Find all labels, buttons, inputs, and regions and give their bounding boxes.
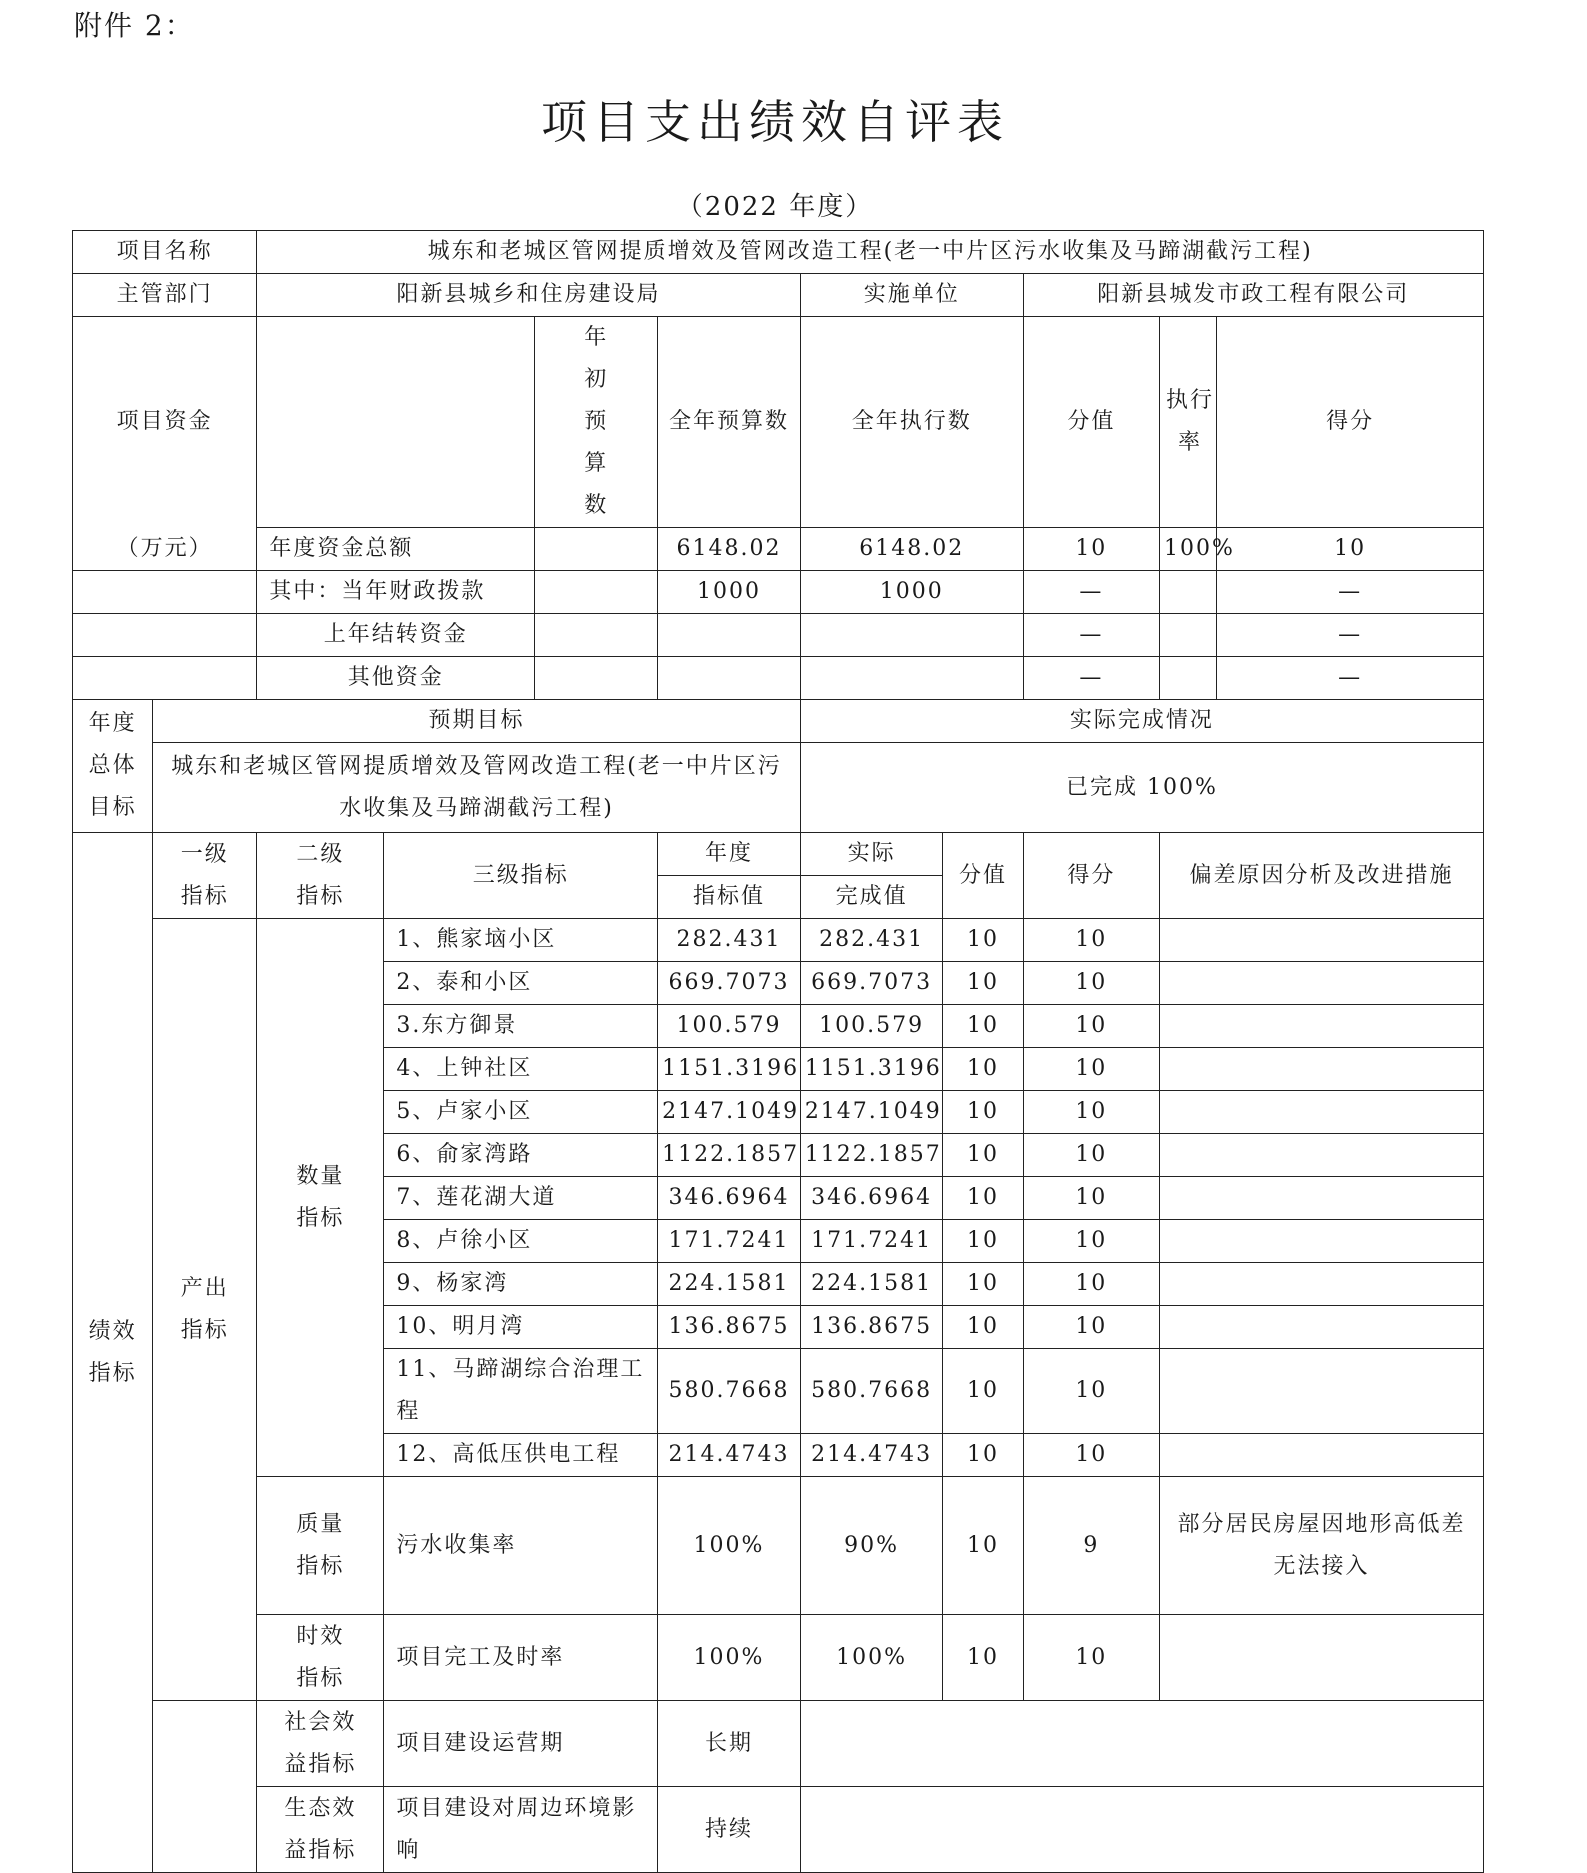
project-name-row (73, 231, 1484, 274)
indicator-weight: 10 (943, 1134, 1023, 1177)
indicator-score-header: 得分 (1023, 833, 1159, 919)
funds-row-initial (535, 614, 658, 657)
indicator-actual: 171.7241 (800, 1220, 943, 1263)
quantity-label: 数量指标 (257, 919, 384, 1477)
indicator-actual: 100.579 (800, 1005, 943, 1048)
funds-row-initial (535, 657, 658, 700)
indicator-name: 1、熊家垴小区 (384, 919, 658, 962)
initial-budget-header: 年初预算数 (535, 317, 658, 528)
funds-label: 项目资金 (73, 317, 257, 528)
indicator-score: 10 (1023, 1349, 1159, 1434)
dept-value: 阳新县城乡和住房建设局 (257, 274, 801, 317)
actual-header-top: 实际 (800, 833, 943, 876)
funds-row (73, 571, 1484, 614)
social-target: 长期 (658, 1701, 801, 1787)
indicator-weight: 10 (943, 1005, 1023, 1048)
indicator-weight: 10 (943, 1349, 1023, 1434)
expected-goal: 城东和老城区管网提质增效及管网改造工程(老一中片区污水收集及马蹄湖截污工程) (153, 743, 801, 833)
actual-header-bottom: 完成值 (800, 876, 943, 919)
funds-row-rate (1160, 657, 1217, 700)
social-rest (800, 1701, 1483, 1787)
timeliness-row (73, 1615, 1484, 1701)
weight-header: 分值 (1023, 317, 1159, 528)
funds-row-executed: 1000 (800, 571, 1023, 614)
funds-row (73, 657, 1484, 700)
indicator-actual: 214.4743 (800, 1434, 943, 1477)
indicator-score: 10 (1023, 1263, 1159, 1306)
quality-label: 质量指标 (257, 1477, 384, 1615)
unit-label: 实施单位 (800, 274, 1023, 317)
indicator-weight: 10 (943, 1091, 1023, 1134)
indicator-name: 5、卢家小区 (384, 1091, 658, 1134)
funds-blank (73, 614, 257, 657)
indicator-weight: 10 (943, 1306, 1023, 1349)
indicator-target: 346.6964 (658, 1177, 801, 1220)
indicator-row (73, 919, 1484, 962)
funds-blank (73, 657, 257, 700)
timeliness-reason (1160, 1615, 1484, 1701)
indicator-name: 2、泰和小区 (384, 962, 658, 1005)
indicator-target: 136.8675 (658, 1306, 801, 1349)
eco-rest (800, 1787, 1483, 1873)
indicator-score: 10 (1023, 919, 1159, 962)
funds-row-budget: 6148.02 (658, 528, 801, 571)
indicator-name: 12、高低压供电工程 (384, 1434, 658, 1477)
level1-header: 一级指标 (153, 833, 257, 919)
indicator-reason (1160, 1306, 1484, 1349)
timeliness-score: 10 (1023, 1615, 1159, 1701)
indicator-reason (1160, 1220, 1484, 1263)
timeliness-name: 项目完工及时率 (384, 1615, 658, 1701)
funds-row-name: 其他资金 (257, 657, 535, 700)
indicator-target: 1122.1857 (658, 1134, 801, 1177)
indicator-name: 10、明月湾 (384, 1306, 658, 1349)
funds-row-rate (1160, 614, 1217, 657)
timeliness-label: 时效指标 (257, 1615, 384, 1701)
indicator-target: 282.431 (658, 919, 801, 962)
indicator-target: 669.7073 (658, 962, 801, 1005)
funds-row-score: — (1217, 657, 1484, 700)
indicator-name: 11、马蹄湖综合治理工程 (384, 1349, 658, 1434)
indicators-label: 绩效指标 (73, 833, 153, 1873)
project-name-label: 项目名称 (73, 231, 257, 274)
eco-target: 持续 (658, 1787, 801, 1873)
indicator-score: 10 (1023, 1048, 1159, 1091)
department-row (73, 274, 1484, 317)
eco-row (73, 1787, 1484, 1873)
unit-value: 阳新县城发市政工程有限公司 (1023, 274, 1483, 317)
indicator-reason (1160, 1177, 1484, 1220)
quality-name: 污水收集率 (384, 1477, 658, 1615)
executed-header: 全年执行数 (800, 317, 1023, 528)
social-name: 项目建设运营期 (384, 1701, 658, 1787)
page-title: 项目支出绩效自评表 (541, 95, 1009, 149)
indicator-weight: 10 (943, 1048, 1023, 1091)
indicator-actual: 136.8675 (800, 1306, 943, 1349)
funds-row-weight: — (1023, 571, 1159, 614)
indicator-reason (1160, 962, 1484, 1005)
indicator-target: 214.4743 (658, 1434, 801, 1477)
indicator-name: 9、杨家湾 (384, 1263, 658, 1306)
indicator-weight: 10 (943, 1220, 1023, 1263)
reason-header: 偏差原因分析及改进措施 (1160, 833, 1484, 919)
funds-row-weight: — (1023, 657, 1159, 700)
indicator-target: 171.7241 (658, 1220, 801, 1263)
quality-weight: 10 (943, 1477, 1023, 1615)
indicator-target: 224.1581 (658, 1263, 801, 1306)
indicator-actual: 1151.3196 (800, 1048, 943, 1091)
score-header: 得分 (1217, 317, 1484, 528)
indicator-actual: 580.7668 (800, 1349, 943, 1434)
indicator-reason (1160, 1263, 1484, 1306)
level2-header: 二级指标 (257, 833, 384, 919)
funds-row-rate: 100% (1160, 528, 1217, 571)
funds-unit: （万元） (73, 528, 257, 571)
funds-row (73, 528, 1484, 571)
funds-row-initial (535, 528, 658, 571)
target-header-bottom: 指标值 (658, 876, 801, 919)
funds-row-weight: — (1023, 614, 1159, 657)
quality-actual: 90% (800, 1477, 943, 1615)
indicator-score: 10 (1023, 1134, 1159, 1177)
indicator-weight-header: 分值 (943, 833, 1023, 919)
rate-header: 执行率 (1160, 317, 1217, 528)
indicator-actual: 346.6964 (800, 1177, 943, 1220)
indicator-actual: 1122.1857 (800, 1134, 943, 1177)
social-label: 社会效益指标 (257, 1701, 384, 1787)
indicator-target: 2147.1049 (658, 1091, 801, 1134)
funds-blank (73, 571, 257, 614)
indicator-score: 10 (1023, 1091, 1159, 1134)
project-name-value: 城东和老城区管网提质增效及管网改造工程(老一中片区污水收集及马蹄湖截污工程) (257, 231, 1484, 274)
indicator-reason (1160, 1349, 1484, 1434)
actual-goal: 已完成 100% (800, 743, 1483, 833)
goals-header-row (73, 700, 1484, 743)
funds-row-name: 年度资金总额 (257, 528, 535, 571)
fiscal-year: （2022 年度） (676, 192, 874, 222)
indicator-actual: 2147.1049 (800, 1091, 943, 1134)
indicator-score: 10 (1023, 1005, 1159, 1048)
indicator-name: 6、俞家湾路 (384, 1134, 658, 1177)
indicator-weight: 10 (943, 919, 1023, 962)
indicator-reason (1160, 1134, 1484, 1177)
indicator-reason (1160, 1091, 1484, 1134)
funds-row-score: — (1217, 571, 1484, 614)
indicator-actual: 282.431 (800, 919, 943, 962)
funds-name-header (257, 317, 535, 528)
funds-row-rate (1160, 571, 1217, 614)
indicator-target: 100.579 (658, 1005, 801, 1048)
funds-row-name: 上年结转资金 (257, 614, 535, 657)
indicator-header-row (73, 833, 1484, 876)
quality-row (73, 1477, 1484, 1615)
actual-goal-header: 实际完成情况 (800, 700, 1483, 743)
goals-row (73, 743, 1484, 833)
indicator-name: 8、卢徐小区 (384, 1220, 658, 1263)
quality-target: 100% (658, 1477, 801, 1615)
funds-row (73, 614, 1484, 657)
timeliness-target: 100% (658, 1615, 801, 1701)
quality-reason: 部分居民房屋因地形高低差无法接入 (1160, 1477, 1484, 1615)
indicator-score: 10 (1023, 1306, 1159, 1349)
indicator-name: 7、莲花湖大道 (384, 1177, 658, 1220)
indicator-reason (1160, 1048, 1484, 1091)
eco-label: 生态效益指标 (257, 1787, 384, 1873)
timeliness-actual: 100% (800, 1615, 943, 1701)
attachment-label: 附件 2： (74, 9, 195, 42)
indicator-actual: 669.7073 (800, 962, 943, 1005)
indicator-target: 580.7668 (658, 1349, 801, 1434)
indicator-reason (1160, 1434, 1484, 1477)
indicator-target: 1151.3196 (658, 1048, 801, 1091)
expected-goal-header: 预期目标 (153, 700, 801, 743)
performance-table (72, 230, 1484, 1873)
funds-row-weight: 10 (1023, 528, 1159, 571)
indicator-weight: 10 (943, 1263, 1023, 1306)
target-header-top: 年度 (658, 833, 801, 876)
indicator-actual: 224.1581 (800, 1263, 943, 1306)
indicator-weight: 10 (943, 1177, 1023, 1220)
goals-label: 年度总体目标 (73, 700, 153, 833)
funds-row-budget: 1000 (658, 571, 801, 614)
funds-row-score: 10 (1217, 528, 1484, 571)
annual-budget-header: 全年预算数 (658, 317, 801, 528)
indicator-score: 10 (1023, 1434, 1159, 1477)
indicator-reason (1160, 1005, 1484, 1048)
dept-label: 主管部门 (73, 274, 257, 317)
eco-name: 项目建设对周边环境影响 (384, 1787, 658, 1873)
level3-header: 三级指标 (384, 833, 658, 919)
output-label: 产出指标 (153, 919, 257, 1701)
indicator-score: 10 (1023, 962, 1159, 1005)
funds-row-initial (535, 571, 658, 614)
indicator-score: 10 (1023, 1177, 1159, 1220)
funds-row-budget (658, 614, 801, 657)
funds-row-executed: 6148.02 (800, 528, 1023, 571)
indicator-weight: 10 (943, 962, 1023, 1005)
quality-score: 9 (1023, 1477, 1159, 1615)
indicator-weight: 10 (943, 1434, 1023, 1477)
timeliness-weight: 10 (943, 1615, 1023, 1701)
funds-row-name: 其中：当年财政拨款 (257, 571, 535, 614)
indicator-name: 4、上钟社区 (384, 1048, 658, 1091)
social-row (73, 1701, 1484, 1787)
indicator-reason (1160, 919, 1484, 962)
funds-header-row (73, 317, 1484, 528)
indicator-score: 10 (1023, 1220, 1159, 1263)
funds-row-executed (800, 614, 1023, 657)
benefit-level1-blank (153, 1701, 257, 1873)
indicator-name: 3.东方御景 (384, 1005, 658, 1048)
funds-row-executed (800, 657, 1023, 700)
funds-row-score: — (1217, 614, 1484, 657)
funds-row-budget (658, 657, 801, 700)
